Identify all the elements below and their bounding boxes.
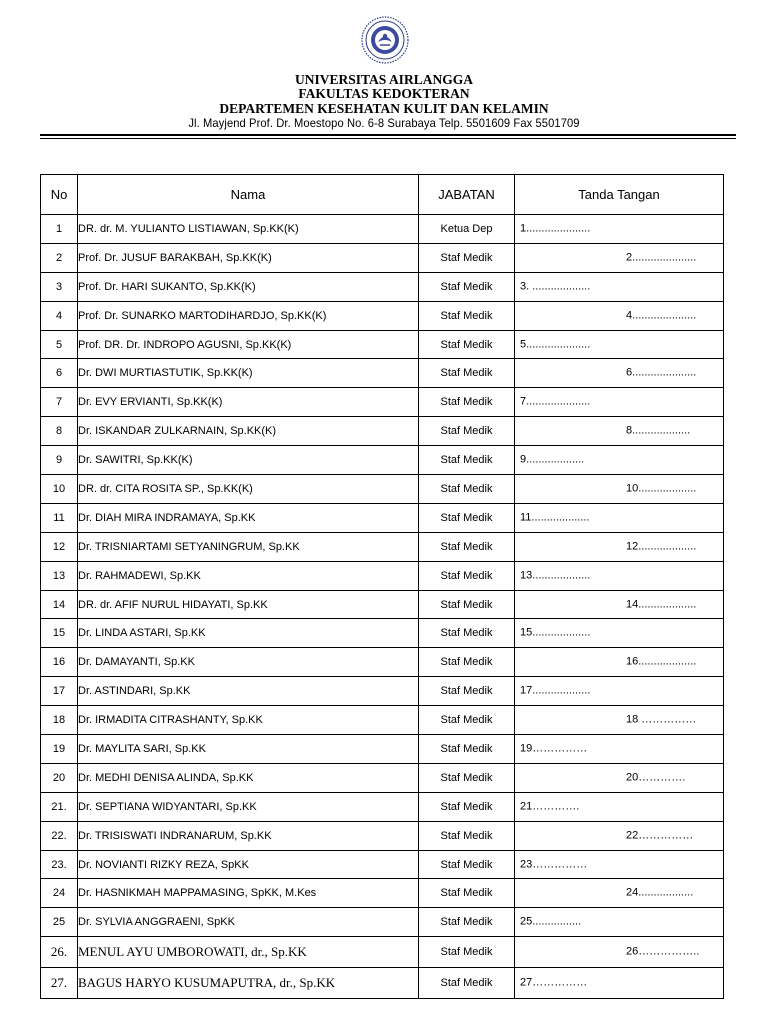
row-position: Staf Medik [419, 677, 515, 706]
university-seal-icon [361, 16, 409, 64]
table-row [41, 417, 724, 446]
table-header-row [41, 175, 724, 215]
row-name: Dr. SEPTIANA WIDYANTARI, Sp.KK [78, 792, 419, 821]
row-name: Dr. ISKANDAR ZULKARNAIN, Sp.KK(K) [78, 417, 419, 446]
signature-line: 14................... [626, 597, 697, 610]
row-number: 20 [41, 763, 78, 792]
row-number: 13 [41, 561, 78, 590]
row-number: 21. [41, 792, 78, 821]
table-row [41, 330, 724, 359]
signature-line: 3. ................... [520, 280, 591, 293]
row-position: Staf Medik [419, 359, 515, 388]
row-position: Staf Medik [419, 850, 515, 879]
row-position: Ketua Dep [419, 215, 515, 244]
row-signature-cell [515, 243, 724, 272]
row-position: Staf Medik [419, 763, 515, 792]
row-name: BAGUS HARYO KUSUMAPUTRA, dr., Sp.KK [78, 968, 419, 999]
signature-line: 12................... [626, 540, 697, 553]
row-position: Staf Medik [419, 821, 515, 850]
row-signature-cell [515, 561, 724, 590]
table-row [41, 561, 724, 590]
department-name: DEPARTEMEN KESEHATAN KULIT DAN KELAMIN [219, 101, 549, 116]
row-signature-cell [515, 968, 724, 999]
signature-line: 11................... [520, 511, 590, 524]
signature-line: 15................... [520, 626, 591, 639]
col-header-jabatan: JABATAN [419, 175, 515, 215]
attendance-table [40, 174, 724, 999]
row-position: Staf Medik [419, 388, 515, 417]
university-name: UNIVERSITAS AIRLANGGA [295, 72, 473, 87]
row-signature-cell [515, 272, 724, 301]
row-name: Dr. RAHMADEWI, Sp.KK [78, 561, 419, 590]
row-signature-cell [515, 503, 724, 532]
signature-line: 18 …………… [626, 713, 697, 726]
row-number: 25 [41, 908, 78, 937]
row-name: Dr. HASNIKMAH MAPPAMASING, SpKK, M.Kes [78, 879, 419, 908]
table-body [41, 215, 724, 999]
row-name: MENUL AYU UMBOROWATI, dr., Sp.KK [78, 937, 419, 968]
row-number: 7 [41, 388, 78, 417]
row-number: 18 [41, 706, 78, 735]
row-signature-cell [515, 850, 724, 879]
table-row [41, 475, 724, 504]
row-number: 19 [41, 735, 78, 764]
signature-line: 13................... [520, 569, 591, 582]
col-header-no: No [41, 175, 78, 215]
row-signature-cell [515, 677, 724, 706]
header-rule-thick [40, 134, 736, 136]
faculty-name: FAKULTAS KEDOKTERAN [298, 86, 470, 101]
table-row [41, 619, 724, 648]
row-name: Dr. SYLVIA ANGGRAENI, SpKK [78, 908, 419, 937]
table-row [41, 590, 724, 619]
row-position: Staf Medik [419, 937, 515, 968]
table-row [41, 532, 724, 561]
row-signature-cell [515, 821, 724, 850]
row-signature-cell [515, 532, 724, 561]
row-name: Dr. LINDA ASTARI, Sp.KK [78, 619, 419, 648]
signature-line: 4..................... [626, 309, 697, 322]
row-signature-cell [515, 417, 724, 446]
row-position: Staf Medik [419, 590, 515, 619]
row-signature-cell [515, 330, 724, 359]
address-line: Jl. Mayjend Prof. Dr. Moestopo No. 6-8 Surabaya Telp. 5501609 Fax 5501709 [188, 116, 580, 130]
signature-line: 22…………… [626, 829, 694, 842]
table-row [41, 446, 724, 475]
row-number: 17 [41, 677, 78, 706]
row-name: Dr. TRISISWATI INDRANARUM, Sp.KK [78, 821, 419, 850]
row-name: Prof. Dr. HARI SUKANTO, Sp.KK(K) [78, 272, 419, 301]
row-position: Staf Medik [419, 503, 515, 532]
row-number: 9 [41, 446, 78, 475]
table-row [41, 706, 724, 735]
row-number: 22. [41, 821, 78, 850]
table-row [41, 968, 724, 999]
row-name: Dr. DAMAYANTI, Sp.KK [78, 648, 419, 677]
row-name: Prof. Dr. JUSUF BARAKBAH, Sp.KK(K) [78, 243, 419, 272]
row-signature-cell [515, 792, 724, 821]
col-header-nama: Nama [78, 175, 419, 215]
table-row [41, 359, 724, 388]
row-name: Dr. ASTINDARI, Sp.KK [78, 677, 419, 706]
row-position: Staf Medik [419, 968, 515, 999]
row-signature-cell [515, 475, 724, 504]
row-position: Staf Medik [419, 706, 515, 735]
row-signature-cell [515, 215, 724, 244]
signature-line: 1..................... [520, 222, 591, 235]
row-number: 8 [41, 417, 78, 446]
signature-line: 16................... [626, 655, 697, 668]
row-signature-cell [515, 619, 724, 648]
header-rule-thin [40, 138, 736, 139]
row-name: Prof. DR. Dr. INDROPO AGUSNI, Sp.KK(K) [78, 330, 419, 359]
row-number: 2 [41, 243, 78, 272]
table-row [41, 937, 724, 968]
row-number: 6 [41, 359, 78, 388]
row-name: Dr. TRISNIARTAMI SETYANINGRUM, Sp.KK [78, 532, 419, 561]
row-signature-cell [515, 446, 724, 475]
row-position: Staf Medik [419, 243, 515, 272]
row-number: 3 [41, 272, 78, 301]
signature-line: 6..................... [626, 366, 697, 379]
table-row [41, 821, 724, 850]
row-name: Dr. DIAH MIRA INDRAMAYA, Sp.KK [78, 503, 419, 532]
row-number: 5 [41, 330, 78, 359]
row-signature-cell [515, 937, 724, 968]
table-row [41, 763, 724, 792]
row-position: Staf Medik [419, 272, 515, 301]
signature-line: 23…………… [520, 857, 588, 870]
signature-line: 24.................. [626, 886, 694, 899]
row-position: Staf Medik [419, 908, 515, 937]
row-name: DR. dr. AFIF NURUL HIDAYATI, Sp.KK [78, 590, 419, 619]
row-name: Dr. EVY ERVIANTI, Sp.KK(K) [78, 388, 419, 417]
signature-line: 9................... [520, 453, 585, 466]
table-row [41, 648, 724, 677]
row-name: Dr. NOVIANTI RIZKY REZA, SpKK [78, 850, 419, 879]
row-position: Staf Medik [419, 475, 515, 504]
row-signature-cell [515, 301, 724, 330]
row-position: Staf Medik [419, 446, 515, 475]
table-row [41, 301, 724, 330]
table-row [41, 388, 724, 417]
row-position: Staf Medik [419, 619, 515, 648]
row-position: Staf Medik [419, 301, 515, 330]
row-name: DR. dr. CITA ROSITA SP., Sp.KK(K) [78, 475, 419, 504]
row-position: Staf Medik [419, 735, 515, 764]
table-row [41, 503, 724, 532]
row-name: Dr. MAYLITA SARI, Sp.KK [78, 735, 419, 764]
row-signature-cell [515, 908, 724, 937]
signature-line: 17................... [520, 684, 591, 697]
row-name: Dr. DWI MURTIASTUTIK, Sp.KK(K) [78, 359, 419, 388]
row-name: Dr. SAWITRI, Sp.KK(K) [78, 446, 419, 475]
row-number: 15 [41, 619, 78, 648]
row-number: 12 [41, 532, 78, 561]
signature-line: 2..................... [626, 251, 697, 264]
signature-line: 20…………. [626, 771, 686, 784]
row-position: Staf Medik [419, 532, 515, 561]
signature-line: 8................... [626, 424, 691, 437]
row-position: Staf Medik [419, 330, 515, 359]
row-number: 23. [41, 850, 78, 879]
signature-line: 10................... [626, 482, 697, 495]
col-header-tanda-tangan: Tanda Tangan [515, 175, 724, 215]
row-position: Staf Medik [419, 792, 515, 821]
row-signature-cell [515, 648, 724, 677]
row-position: Staf Medik [419, 648, 515, 677]
row-signature-cell [515, 735, 724, 764]
table-row [41, 215, 724, 244]
row-signature-cell [515, 590, 724, 619]
row-signature-cell [515, 359, 724, 388]
table-row [41, 735, 724, 764]
row-signature-cell [515, 388, 724, 417]
table-row [41, 272, 724, 301]
row-name: Prof. Dr. SUNARKO MARTODIHARDJO, Sp.KK(K) [78, 301, 419, 330]
row-number: 16 [41, 648, 78, 677]
row-signature-cell [515, 706, 724, 735]
row-position: Staf Medik [419, 561, 515, 590]
row-signature-cell [515, 763, 724, 792]
row-name: Dr. IRMADITA CITRASHANTY, Sp.KK [78, 706, 419, 735]
row-position: Staf Medik [419, 879, 515, 908]
table-row [41, 850, 724, 879]
row-number: 4 [41, 301, 78, 330]
signature-line: 7..................... [520, 395, 591, 408]
signature-line: 21…………. [520, 800, 580, 813]
row-number: 11 [41, 503, 78, 532]
signature-line: 25................ [520, 915, 582, 928]
row-number: 24 [41, 879, 78, 908]
table-row [41, 677, 724, 706]
table-row [41, 908, 724, 937]
table-row [41, 879, 724, 908]
signature-line: 27…………… [520, 976, 588, 989]
row-position: Staf Medik [419, 417, 515, 446]
table-row [41, 243, 724, 272]
row-number: 10 [41, 475, 78, 504]
row-number: 14 [41, 590, 78, 619]
row-signature-cell [515, 879, 724, 908]
row-number: 27. [41, 968, 78, 999]
row-name: Dr. MEDHI DENISA ALINDA, Sp.KK [78, 763, 419, 792]
signature-line: 5..................... [520, 337, 591, 350]
row-name: DR. dr. M. YULIANTO LISTIAWAN, Sp.KK(K) [78, 215, 419, 244]
row-number: 26. [41, 937, 78, 968]
table-row [41, 792, 724, 821]
signature-line: 26…………….. [626, 945, 700, 958]
row-number: 1 [41, 215, 78, 244]
signature-line: 19…………… [520, 742, 588, 755]
